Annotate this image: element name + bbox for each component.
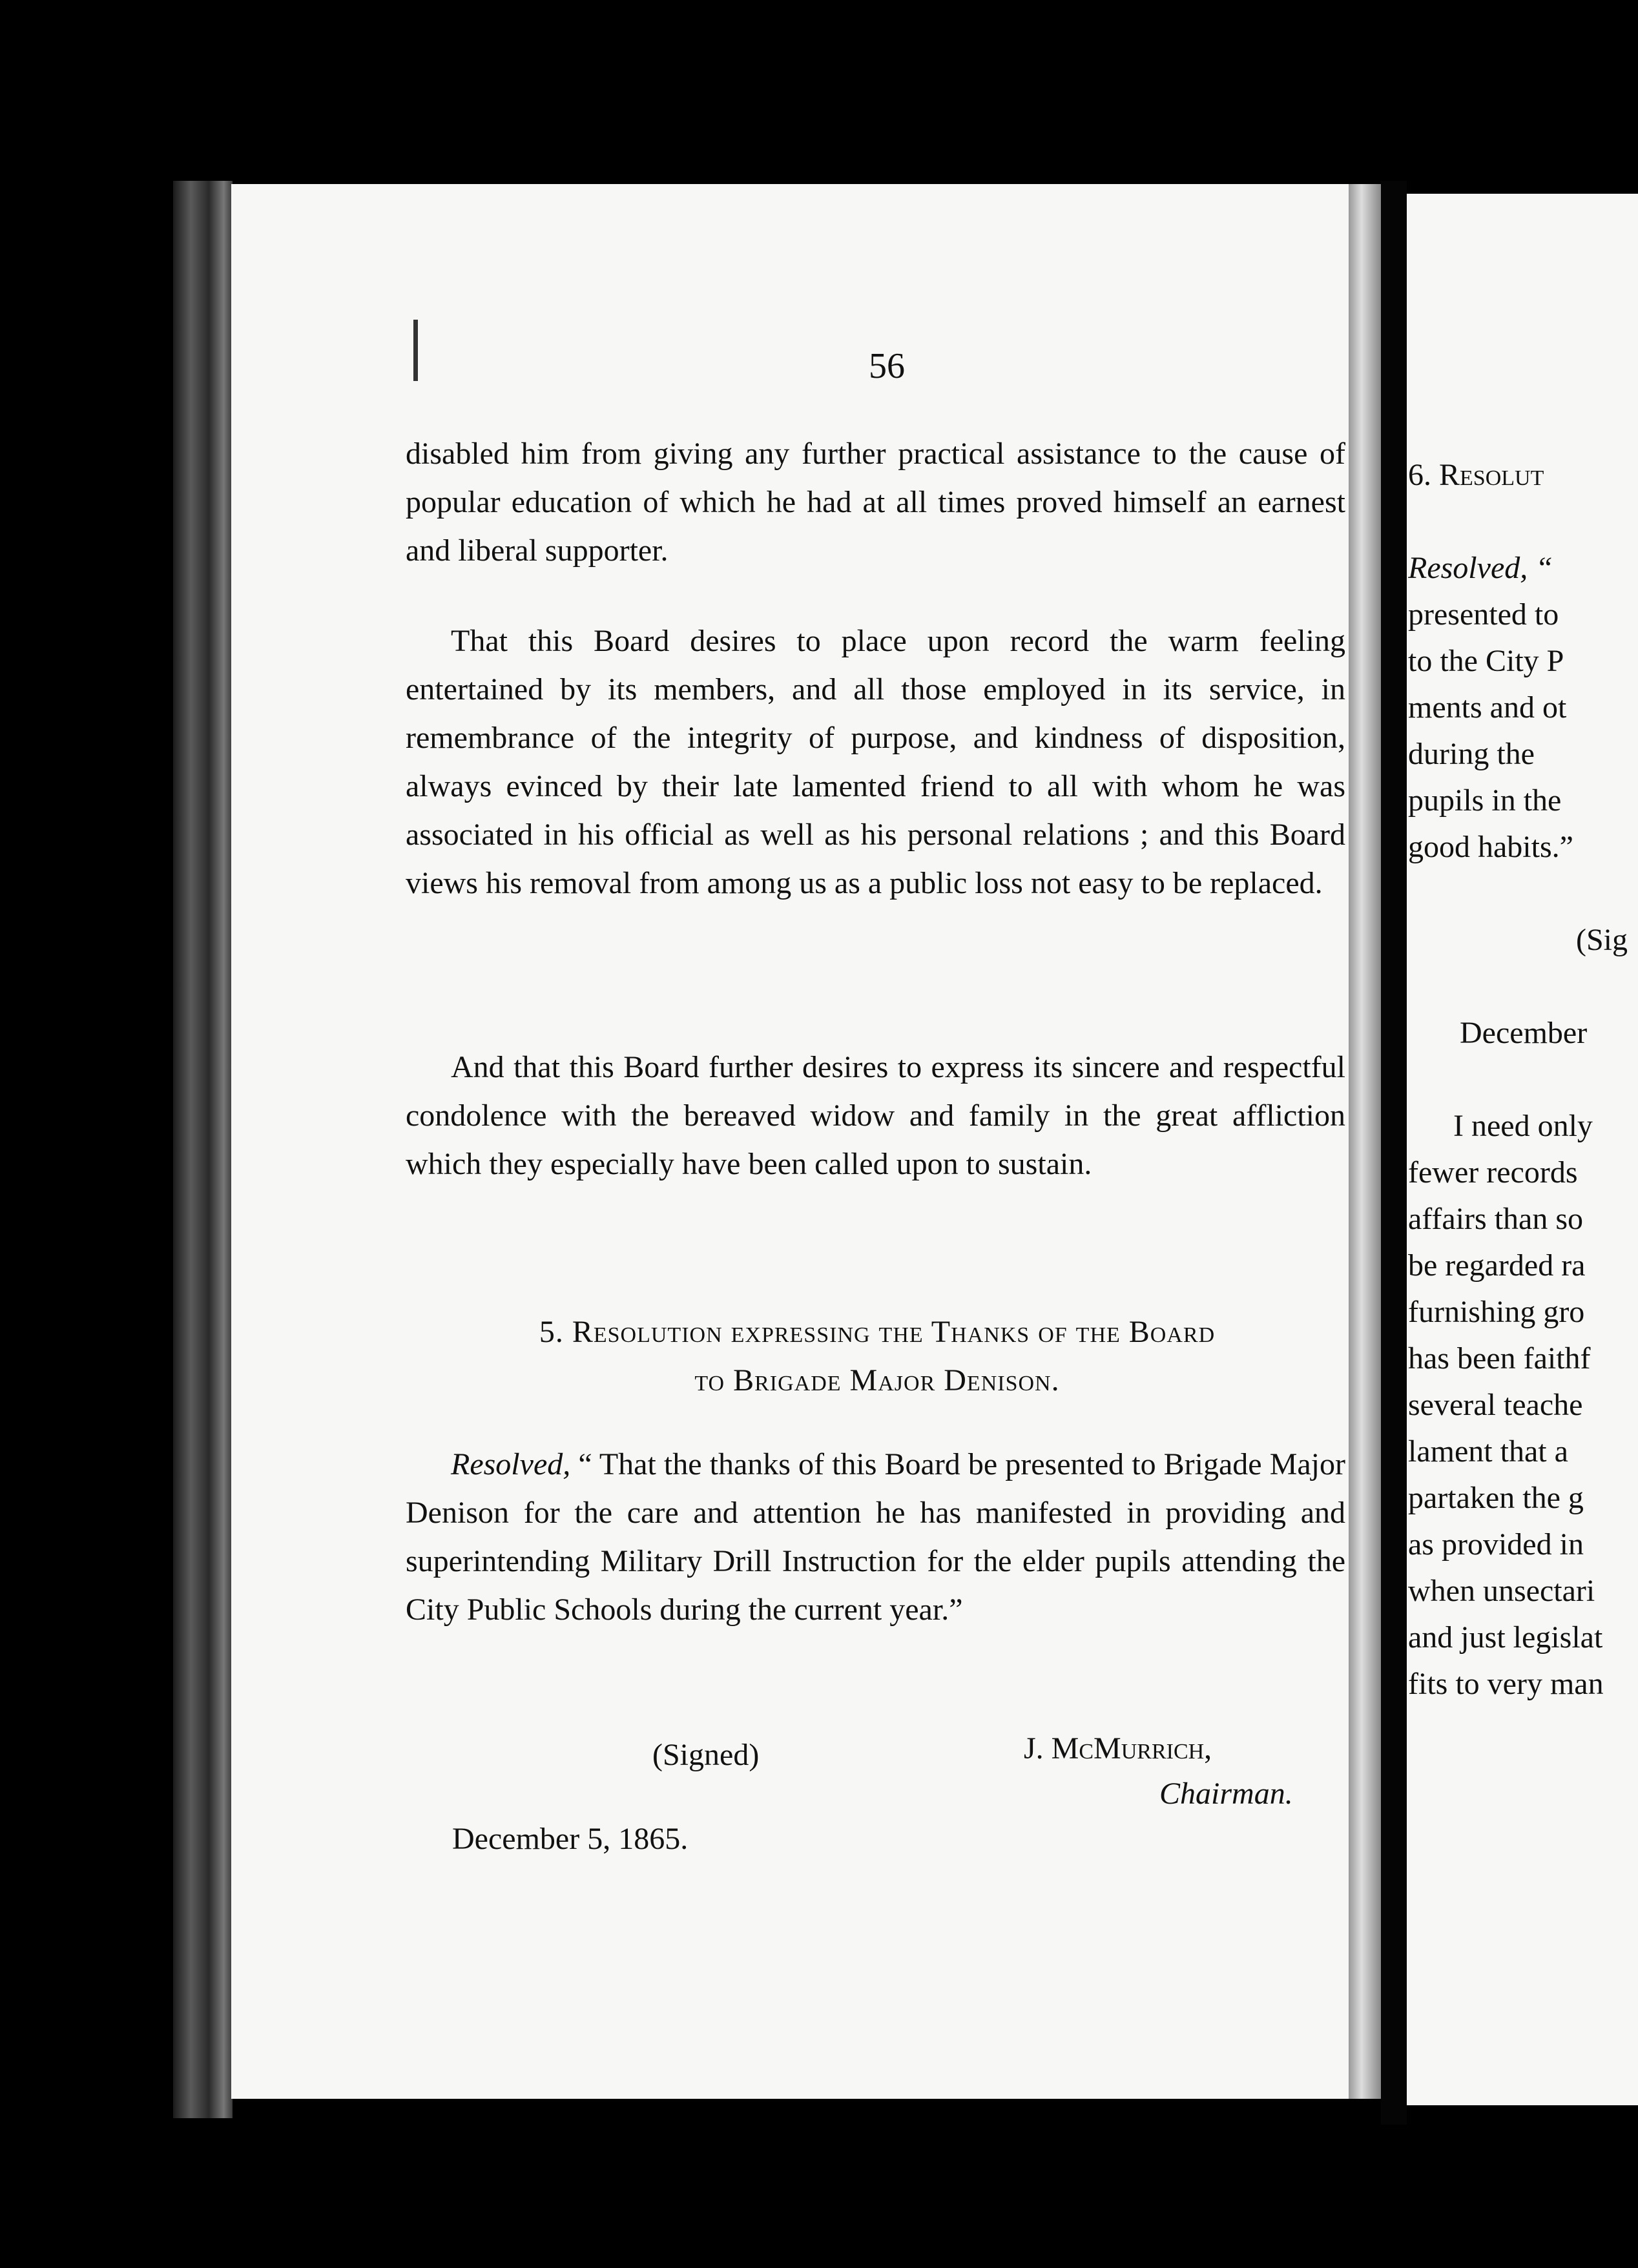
right-line: December [1460,1016,1588,1050]
right-line: ments and ot [1408,690,1567,725]
paragraph-2 [406,617,1345,907]
resolved-text: “ That the thanks of this Board be presented to Brigade Major Denison for the care and attention he has manifested in providing and superintending Military Drill Instruction for the elder pupils attending the City Public Schools during the current year.” [406,1447,1345,1627]
right-line: and just legislat [1408,1620,1603,1655]
resolution-paragraph [406,1440,1345,1634]
right-line: I need only [1453,1109,1593,1143]
section-heading-line-1: 5. Resolution expressing the Thanks of the Board [539,1315,1216,1349]
page-gutter [1381,181,1407,2125]
page-number: 56 [869,346,905,386]
margin-mark [413,320,418,381]
right-line [1408,871,1638,917]
book-binding [173,181,233,2118]
paragraph-3-text: And that this Board further desires to express its sincere and respectful condolence with the bereaved widow and family in the great affliction which they especially have been called upon to sustain. [406,1050,1345,1181]
paragraph-2-text: That this Board desires to place upon record the warm feeling entertained by its members, and all those employed in its service, in remembrance of the integrity of purpose, and kindness of disposition, always evinced by their late lamented friend to all with whom he was associated in his official as well as his personal relations ; and this Board views his removal from among us as a public loss not easy to be replaced. [406,624,1345,900]
right-line: affairs than so [1408,1202,1584,1236]
section-heading-line-2: to Brigade Major Denison. [694,1363,1060,1397]
right-line: good habits.” [1408,830,1573,864]
paragraph-1-text: disabled him from giving any further practical assistance to the cause of popular education of which he had at all times proved himself an earnest and liberal supporter. [406,437,1345,568]
right-line: when unsectari [1408,1574,1595,1608]
signed-label: (Signed) [652,1738,760,1772]
signer-title: Chairman. [1159,1777,1293,1811]
right-line: be regarded ra [1408,1248,1586,1283]
signer-name: J. McMurrich, [1024,1731,1212,1766]
right-line: presented to [1408,597,1559,632]
right-page-text [1408,452,1638,1707]
right-line: partaken the g [1408,1481,1584,1515]
resolved-label: Resolved, [451,1447,571,1481]
right-line: 6. Resolut [1408,458,1544,492]
right-line: several teache [1408,1388,1583,1422]
date-line: December 5, 1865. [452,1822,689,1856]
right-line: to the City P [1408,644,1564,678]
right-line [1408,964,1638,1010]
paragraph-3 [406,1043,1345,1188]
right-line: fits to very man [1408,1667,1604,1701]
right-line: pupils in the [1408,783,1562,818]
right-line: fewer records [1408,1155,1578,1190]
right-line: furnishing gro [1408,1295,1585,1329]
page-edge [1349,184,1381,2099]
right-line: lament that a [1408,1434,1568,1469]
right-line: Resolved, “ [1408,551,1553,585]
paragraph-1 [406,429,1345,575]
right-line: during the [1408,737,1535,771]
right-line [1408,1057,1638,1103]
right-line [1408,499,1638,545]
right-line: has been faithf [1408,1341,1591,1376]
right-line: (Sig [1576,923,1628,957]
right-line: as provided in [1408,1527,1584,1562]
